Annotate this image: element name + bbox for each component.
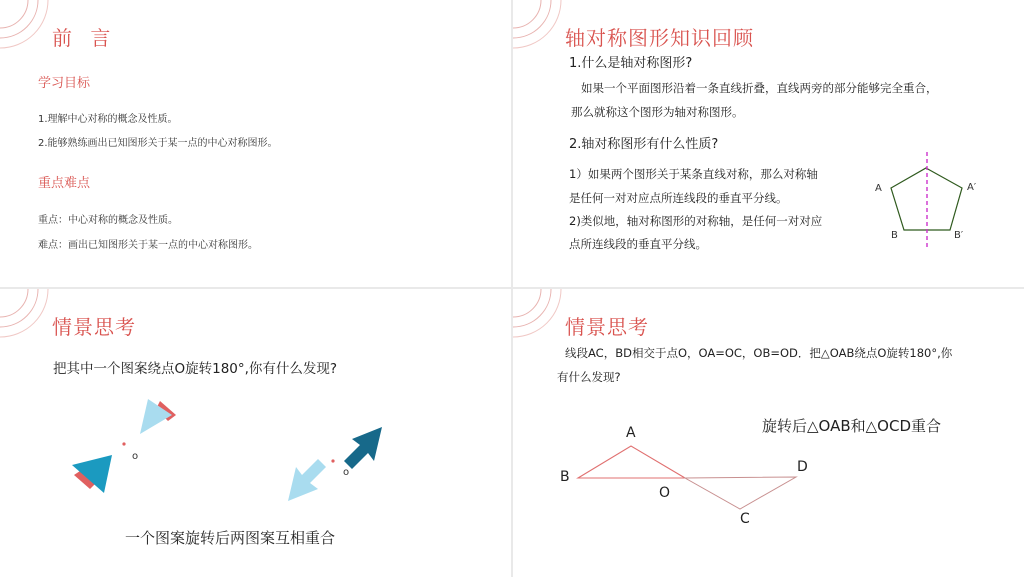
light-blue-triangle [140, 399, 172, 434]
problem-line-1: 线段AC，BD相交于点O，OA=OC，OB=OD．把△OAB绕点O旋转180°,你 [565, 346, 953, 360]
point-c-label: C [740, 511, 750, 527]
slide-title: 情景思考 [52, 315, 136, 339]
caption-text: 一个图案旋转后两图案互相重合 [125, 529, 336, 547]
property-1-line-2: 是任何一对对应点所连线段的垂直平分线。 [569, 191, 788, 205]
label-o-right: o [343, 467, 350, 478]
property-2-line-1: 2)类似地，轴对称图形的对称轴，是任何一对对应 [569, 214, 823, 228]
point-d-label: D [797, 459, 808, 475]
question-2: 2.轴对称图形有什么性质? [569, 137, 719, 152]
corner-arc-icon [0, 289, 60, 349]
corner-arc-icon [0, 0, 60, 60]
triangle-pattern-figure [62, 389, 192, 499]
center-dot-right [331, 459, 334, 462]
center-dot-left [122, 442, 125, 445]
slide-title: 情景思考 [565, 315, 649, 339]
difficulty-point: 难点：画出已知图形关于某一点的中心对称图形。 [38, 240, 258, 251]
triangles-figure [568, 439, 808, 519]
label-o-left: o [132, 451, 139, 462]
question-1: 1.什么是轴对称图形? [569, 56, 693, 71]
slide-axis-symmetry-review[interactable] [513, 0, 1024, 287]
result-text: 旋转后△OAB和△OCD重合 [762, 417, 941, 435]
goals-heading: 学习目标 [38, 76, 91, 91]
corner-arc-icon [513, 0, 573, 60]
label-a-prime: A′ [967, 182, 977, 193]
problem-line-2: 有什么发现? [557, 370, 621, 384]
slide-preface[interactable] [0, 0, 511, 287]
definition-line-2: 那么就称这个图形为轴对称图形。 [571, 105, 744, 119]
slide-scenario-rotation[interactable] [0, 289, 511, 577]
label-b-prime: B′ [954, 230, 964, 241]
triangle-ocd [685, 477, 796, 509]
property-1-line-1: 1）如果两个图形关于某条直线对称，那么对称轴 [569, 167, 818, 181]
property-2-line-2: 点所连线段的垂直平分线。 [569, 237, 707, 251]
key-heading: 重点难点 [38, 176, 91, 191]
label-a: A [875, 183, 882, 194]
light-blue-arrow [288, 459, 326, 501]
slide-scenario-triangles[interactable] [513, 289, 1024, 577]
key-point: 重点：中心对称的概念及性质。 [38, 215, 178, 226]
point-o-label: O [659, 485, 671, 501]
corner-arc-icon [513, 289, 573, 349]
point-a-label: A [626, 425, 636, 441]
slide-title: 轴对称图形知识回顾 [565, 26, 754, 50]
pentagon-shape [891, 168, 962, 230]
point-b-label: B [560, 469, 570, 485]
slide-title: 前 言 [52, 26, 117, 50]
definition-line-1: 如果一个平面图形沿着一条直线折叠，直线两旁的部分能够完全重合， [581, 81, 938, 95]
teal-arrow [344, 427, 382, 469]
triangle-oab [578, 446, 685, 478]
goal-2: 2.能够熟练画出已知图形关于某一点的中心对称图形。 [38, 138, 278, 149]
arrow-pattern-figure [282, 419, 392, 509]
goal-1: 1.理解中心对称的概念及性质。 [38, 114, 178, 125]
question-text: 把其中一个图案绕点O旋转180°,你有什么发现? [53, 361, 338, 377]
label-b: B [891, 230, 898, 241]
